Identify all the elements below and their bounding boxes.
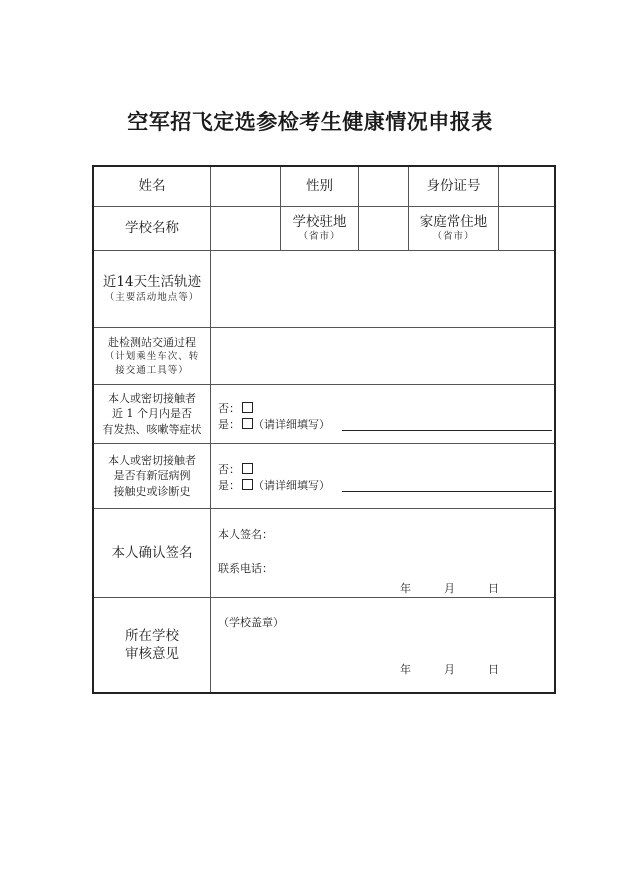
detail-hint: （请详细填写） (253, 418, 330, 431)
home-address-field[interactable] (499, 207, 554, 250)
transport-field[interactable] (211, 328, 554, 384)
symptoms-line: 本人或密切接触者 (108, 391, 196, 405)
checkbox-no[interactable] (242, 463, 253, 474)
school-location-label (281, 207, 358, 250)
travel-history-field[interactable] (211, 251, 554, 327)
year-label: 年 (400, 663, 411, 676)
signature-label: 本人签名： (218, 528, 273, 541)
school-name-label: 学校名称 (125, 220, 179, 237)
covid-yes-option[interactable] (218, 477, 330, 493)
travel-history-sub: （主要活动地点等） (104, 291, 200, 303)
checkbox-yes[interactable] (242, 479, 253, 490)
month-label: 月 (444, 663, 455, 676)
gender-label: 性别 (306, 178, 333, 195)
page-title: 空军招飞定选参检考生健康情况申报表 (127, 110, 493, 134)
school-location-text: 学校驻地 (292, 213, 347, 230)
yes-label: 是： (218, 418, 240, 431)
school-location-sub: （省市） (298, 231, 341, 243)
covid-contact-label (94, 444, 210, 508)
month-label: 月 (444, 582, 455, 595)
transport-line: 接交通工具等） (115, 364, 189, 376)
yes-label: 是： (218, 479, 240, 492)
phone-label: 联系电话： (218, 562, 273, 575)
transport-label (94, 328, 210, 384)
travel-history-text: 近14天生活轨迹 (102, 274, 202, 291)
covid-detail-line[interactable] (342, 491, 552, 492)
covid-contact-line: 是否有新冠病例 (113, 469, 191, 483)
detail-hint: （请详细填写） (253, 479, 330, 492)
id-number-field[interactable] (499, 167, 554, 206)
confirm-signature-label: 本人确认签名 (111, 544, 193, 561)
symptoms-yes-option[interactable] (218, 416, 330, 432)
home-address-label (409, 207, 498, 250)
school-review-label (94, 598, 210, 692)
school-review-line: 审核意见 (125, 646, 179, 662)
covid-no-option[interactable] (218, 461, 253, 477)
id-number-label: 身份证号 (426, 178, 481, 195)
symptoms-detail-line[interactable] (342, 430, 552, 431)
no-label: 否： (218, 463, 240, 476)
transport-line: 赴检测站交通过程 (108, 336, 196, 349)
symptoms-line: 近 1 个月内是否 (112, 407, 192, 421)
school-review-line: 所在学校 (125, 627, 179, 644)
symptoms-line: 有发热、咳嗽等症状 (102, 422, 202, 436)
covid-contact-line: 接触史或诊断史 (113, 484, 191, 498)
checkbox-yes[interactable] (242, 418, 253, 429)
health-declaration-form (92, 165, 556, 694)
gender-field[interactable] (359, 167, 408, 206)
no-label: 否： (218, 402, 240, 415)
symptoms-no-option[interactable] (218, 400, 253, 416)
checkbox-no[interactable] (242, 402, 253, 413)
symptoms-label (94, 385, 210, 443)
day-label: 日 (488, 663, 499, 676)
year-label: 年 (400, 582, 411, 595)
name-field[interactable] (211, 167, 280, 206)
school-location-field[interactable] (359, 207, 408, 250)
day-label: 日 (488, 582, 499, 595)
home-address-sub: （省市） (432, 231, 475, 243)
transport-line: （计划乘坐车次、转 (104, 351, 200, 363)
covid-contact-line: 本人或密切接触者 (108, 453, 196, 467)
name-label: 姓名 (138, 178, 166, 195)
school-stamp-label: （学校盖章） (218, 616, 284, 629)
home-address-text: 家庭常住地 (419, 213, 488, 230)
school-name-field[interactable] (211, 207, 280, 250)
travel-history-label (94, 251, 210, 327)
